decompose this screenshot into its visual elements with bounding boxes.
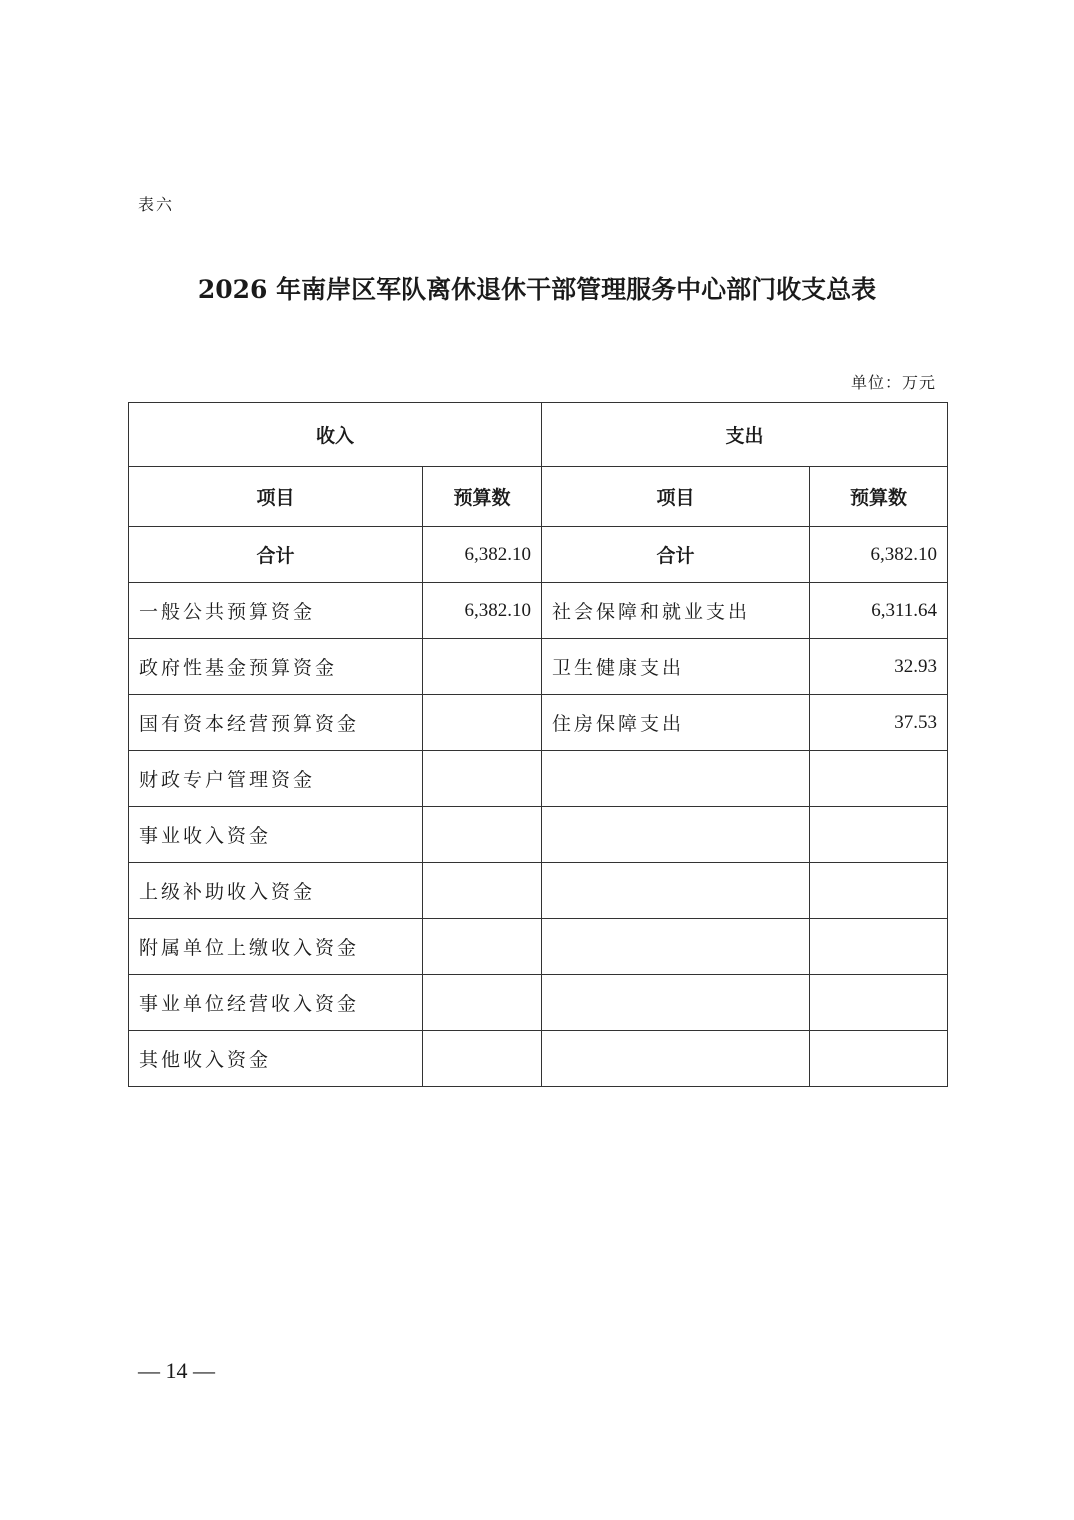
income-amount [423, 1031, 542, 1087]
expense-item [542, 807, 810, 863]
expense-item: 住房保障支出 [542, 695, 810, 751]
income-amount [423, 975, 542, 1031]
income-item: 财政专户管理资金 [129, 751, 423, 807]
income-amount [423, 919, 542, 975]
income-item: 事业单位经营收入资金 [129, 975, 423, 1031]
table-number-label: 表六 [138, 195, 175, 214]
income-item: 附属单位上缴收入资金 [129, 919, 423, 975]
expense-total-amount: 6,382.10 [810, 527, 948, 583]
expense-item-column-header: 项目 [542, 467, 810, 527]
income-amount [423, 863, 542, 919]
table-row [129, 919, 948, 975]
expense-amount [810, 1031, 948, 1087]
income-total-label: 合计 [129, 527, 423, 583]
table-row [129, 975, 948, 1031]
expense-amount [810, 863, 948, 919]
income-amount [423, 751, 542, 807]
expense-amount-column-header: 预算数 [810, 467, 948, 527]
unit-note: 单位：万元 [850, 373, 936, 392]
table-row [129, 807, 948, 863]
expense-item: 社会保障和就业支出 [542, 583, 810, 639]
income-item: 政府性基金预算资金 [129, 639, 423, 695]
expense-item [542, 1031, 810, 1087]
income-amount [423, 695, 542, 751]
expense-total-label: 合计 [542, 527, 810, 583]
expense-amount: 37.53 [810, 695, 948, 751]
expense-amount: 6,311.64 [810, 583, 948, 639]
income-item: 其他收入资金 [129, 1031, 423, 1087]
expense-amount [810, 751, 948, 807]
table-row [129, 1031, 948, 1087]
table-row [129, 863, 948, 919]
expense-amount [810, 919, 948, 975]
total-row [129, 527, 948, 583]
income-item: 国有资本经营预算资金 [129, 695, 423, 751]
income-amount-column-header: 预算数 [423, 467, 542, 527]
budget-summary-table [128, 402, 948, 1087]
income-total-amount: 6,382.10 [423, 527, 542, 583]
expense-item [542, 751, 810, 807]
income-amount [423, 807, 542, 863]
table-row [129, 583, 948, 639]
income-amount [423, 639, 542, 695]
income-section-header: 收入 [129, 403, 542, 467]
income-amount: 6,382.10 [423, 583, 542, 639]
page-number: — 14 — [138, 1358, 215, 1383]
income-item-column-header: 项目 [129, 467, 423, 527]
income-item: 上级补助收入资金 [129, 863, 423, 919]
expense-item: 卫生健康支出 [542, 639, 810, 695]
expense-section-header: 支出 [542, 403, 948, 467]
expense-item [542, 919, 810, 975]
table-row [129, 639, 948, 695]
column-header-row [129, 467, 948, 527]
expense-amount: 32.93 [810, 639, 948, 695]
expense-amount [810, 807, 948, 863]
expense-item [542, 975, 810, 1031]
expense-amount [810, 975, 948, 1031]
table-row [129, 695, 948, 751]
expense-item [542, 863, 810, 919]
income-item: 一般公共预算资金 [129, 583, 423, 639]
table-row [129, 751, 948, 807]
income-item: 事业收入资金 [129, 807, 423, 863]
page-title: 2026 年南岸区军队离休退休干部管理服务中心部门收支总表 [197, 275, 877, 304]
section-header-row [129, 403, 948, 467]
